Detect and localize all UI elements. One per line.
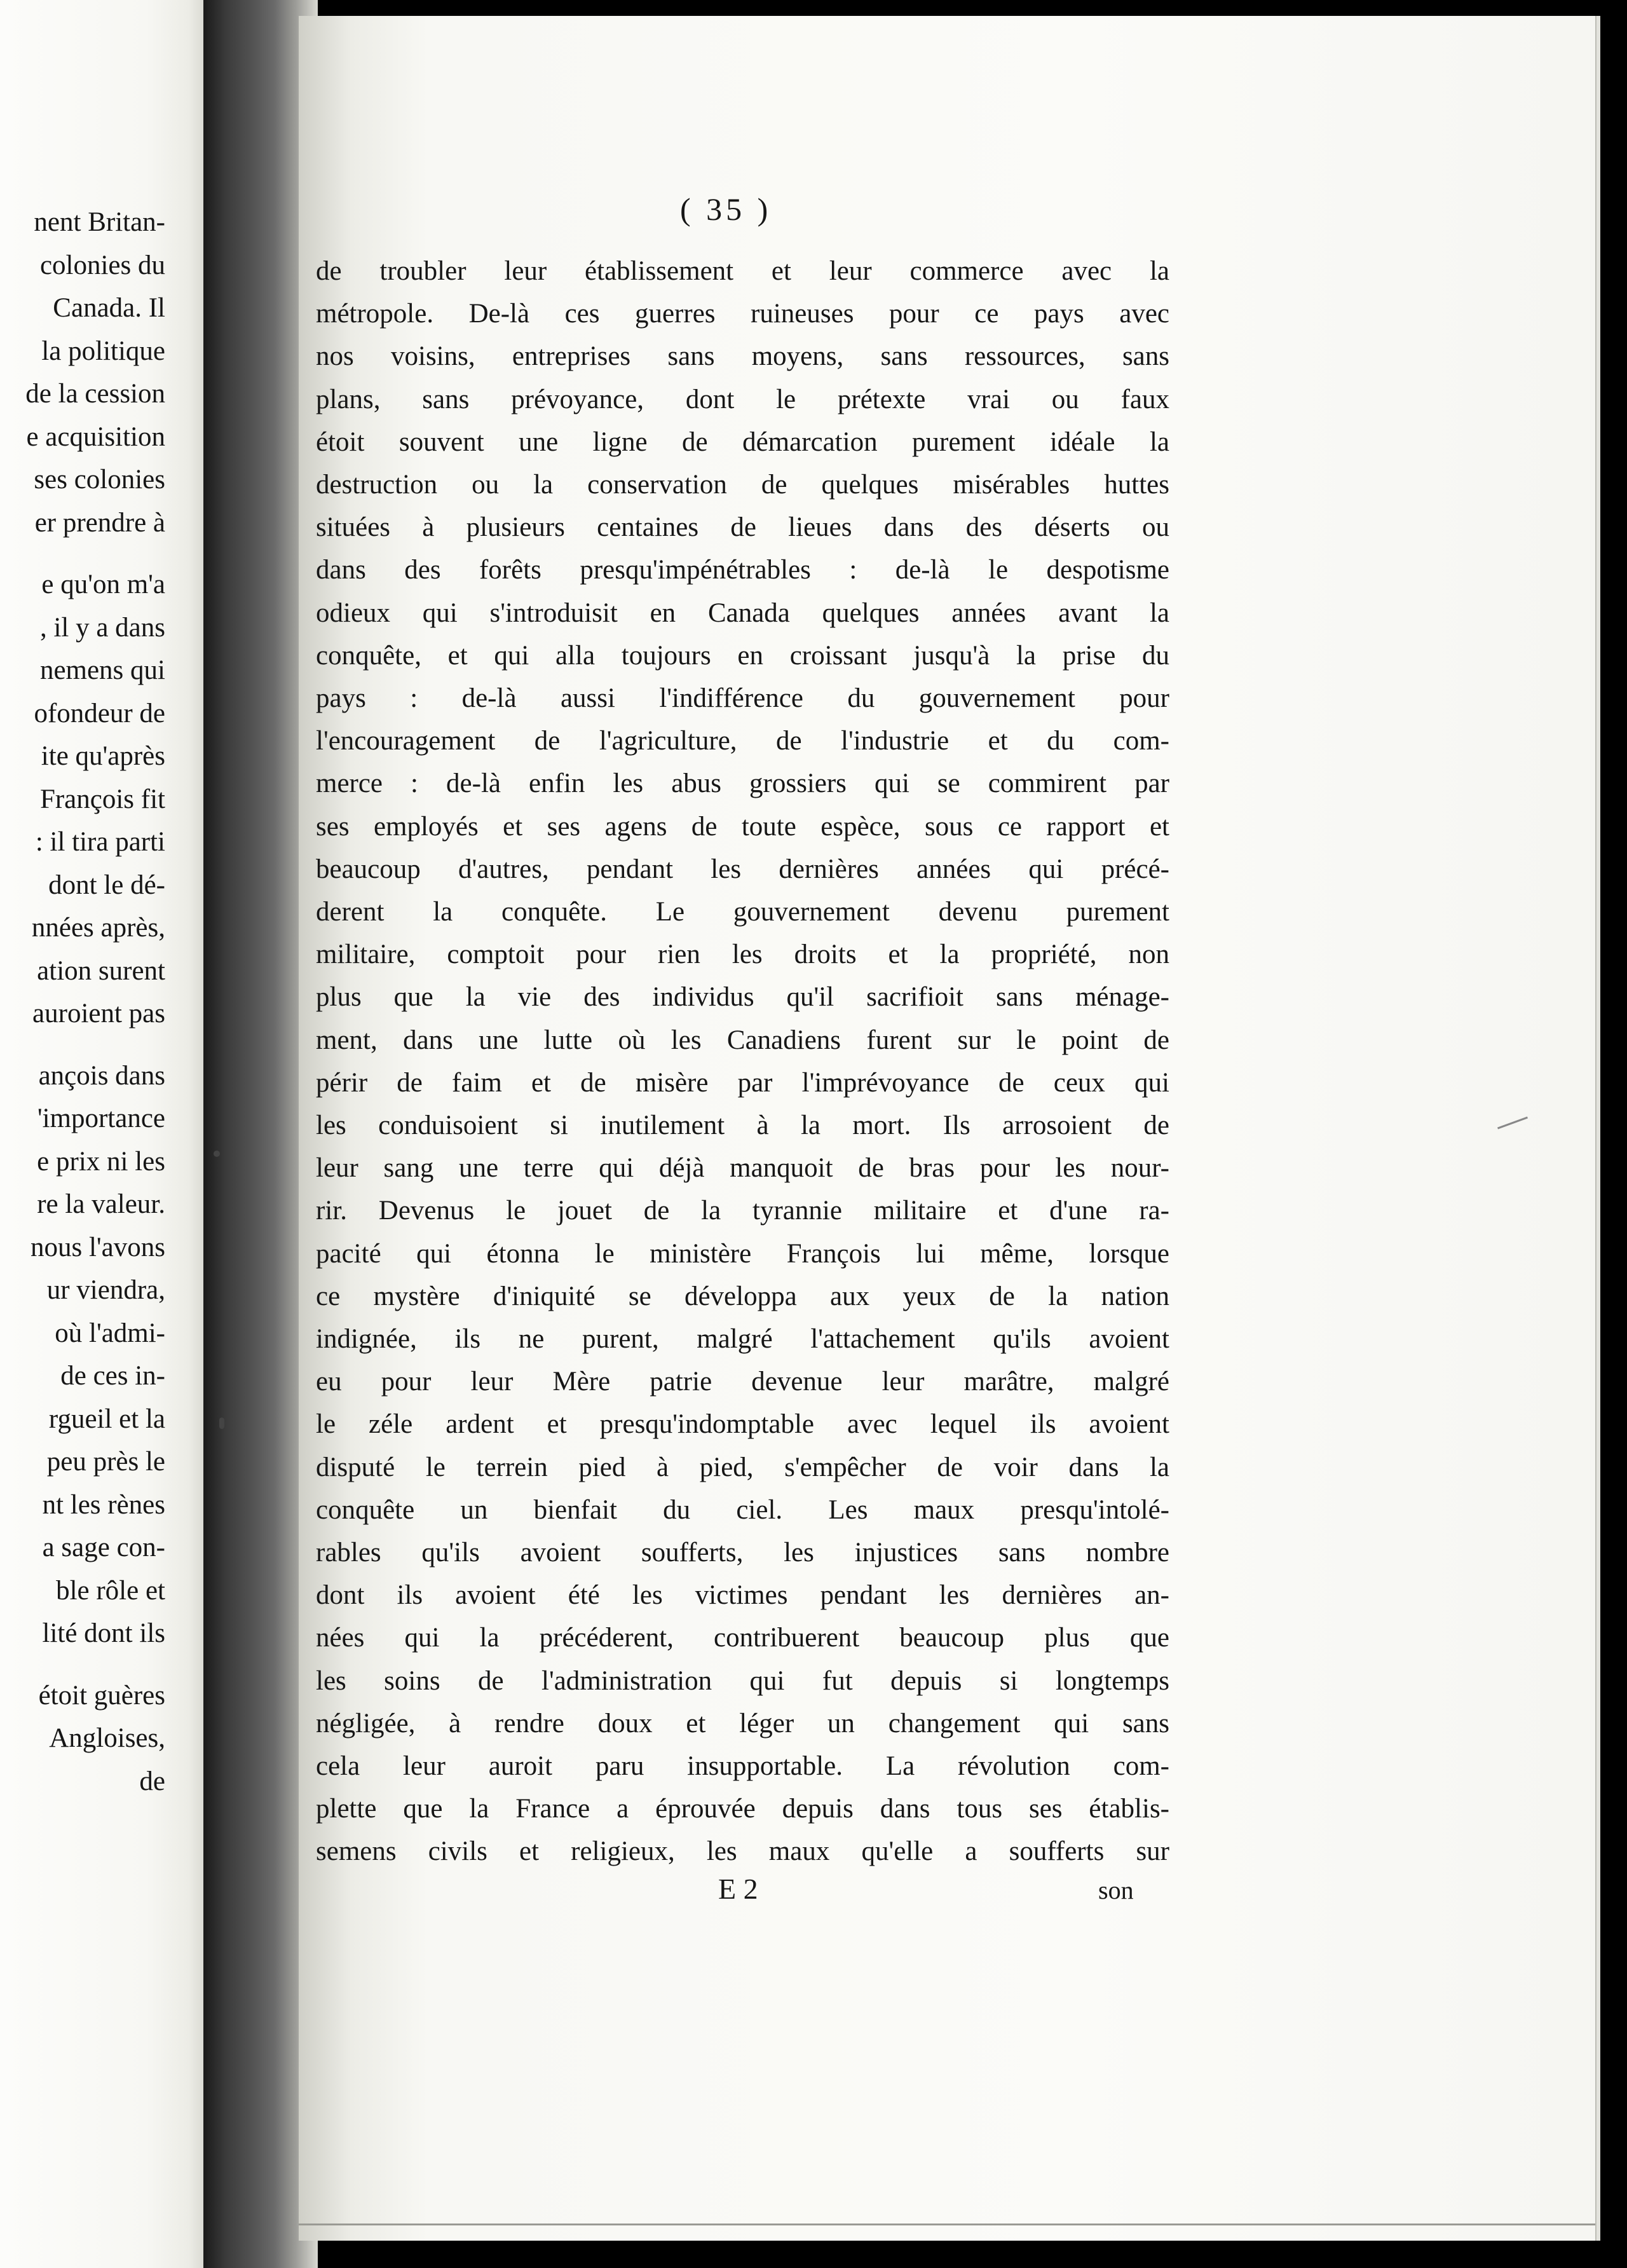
previous-page-line: ofondeur de (34, 698, 165, 728)
previous-page-line: lité dont ils (42, 1618, 165, 1648)
previous-page-line: nent Britan- (34, 207, 165, 237)
body-text-line: les conduisoient si inutilement à la mort. Ils arrosoient de (316, 1110, 1169, 1140)
body-text-line: conquête, et qui alla toujours en croissant jusqu'à la prise du (316, 640, 1169, 671)
body-text-line: ses employés et ses agens de toute espèce, sous ce rapport et (316, 811, 1169, 842)
previous-page-line: ur viendra, (46, 1275, 165, 1305)
previous-page-line: a sage con- (42, 1533, 165, 1562)
previous-page-line: nnées après, (31, 913, 165, 943)
previous-page-line: de la cession (25, 379, 165, 409)
body-text-line: nées qui la précéderent, contribuerent beaucoup plus que (316, 1623, 1169, 1653)
previous-page-line: la politique (41, 336, 165, 366)
previous-page-line: 'importance (37, 1103, 165, 1133)
previous-page-line: François fit (39, 784, 165, 814)
body-text-line: négligée, à rendre doux et léger un changement qui sans (316, 1708, 1169, 1739)
previous-page-line: : il tira parti (35, 827, 165, 857)
previous-page-line: ation surent (37, 955, 165, 986)
previous-page-line: nt les rènes (42, 1489, 165, 1520)
previous-page-line: re la valeur. (37, 1189, 165, 1219)
previous-page-line: peu près le (46, 1447, 165, 1477)
ink-speck (214, 1151, 220, 1157)
body-text-line: le zéle ardent et presqu'indomptable avec lequel ils avoient (316, 1409, 1169, 1440)
previous-page-line: e acquisition (26, 421, 165, 452)
previous-page-line: ite qu'après (41, 741, 165, 771)
previous-page-line: Angloises, (49, 1723, 165, 1753)
body-text-line: plus que la vie des individus qu'il sacrifioit sans ménage- (316, 982, 1169, 1013)
body-text-line: beaucoup d'autres, pendant les dernières années qui précé- (316, 854, 1169, 884)
body-text-line: plette que la France a éprouvée depuis dans tous ses établis- (316, 1794, 1169, 1824)
previous-page-line: rgueil et la (48, 1404, 165, 1434)
ink-speck (219, 1418, 224, 1429)
body-text-line: destruction ou la conservation de quelques misérables huttes (316, 470, 1169, 500)
body-text-line: dont ils avoient été les victimes pendant les dernières an- (316, 1580, 1169, 1611)
body-text-line: militaire, comptoit pour rien les droits et la propriété, non (316, 939, 1169, 970)
body-text-line: merce : de-là enfin les abus grossiers qui se commirent par (316, 769, 1169, 799)
page-number: ( 35 ) (680, 191, 772, 227)
page-bottom-edge (299, 2224, 1595, 2225)
previous-page-line: auroient pas (32, 999, 165, 1028)
body-text-line: étoit souvent une ligne de démarcation purement idéale la (316, 427, 1169, 457)
previous-page-line: de ces in- (60, 1361, 165, 1391)
body-text-line: métropole. De-là ces guerres ruineuses pour ce pays avec (316, 299, 1169, 329)
body-text-line: pacité qui étonna le ministère François lui même, lorsque (316, 1238, 1169, 1269)
body-text-line: cela leur auroit paru insupportable. La révolution com- (316, 1751, 1169, 1781)
body-text-line: derent la conquête. Le gouvernement devenu purement (316, 897, 1169, 927)
body-text-line: indignée, ils ne purent, malgré l'attachement qu'ils avoient (316, 1324, 1169, 1354)
body-text-line: leur sang une terre qui déjà manquoit de bras pour les nour- (316, 1153, 1169, 1184)
body-text-line: dans des forêts presqu'impénétrables : de-là le despotisme (316, 555, 1169, 585)
previous-page-line: où l'admi- (55, 1318, 165, 1348)
previous-page-line: ses colonies (34, 465, 165, 495)
body-text-line: odieux qui s'introduisit en Canada quelques années avant la (316, 598, 1169, 628)
previous-page-line: e qu'on m'a (41, 570, 165, 599)
previous-page-line: ançois dans (38, 1060, 165, 1091)
previous-page-line: er prendre à (34, 507, 165, 538)
body-text-line: pays : de-là aussi l'indifférence du gouvernement pour (316, 683, 1169, 713)
previous-page-line: étoit guères (38, 1680, 165, 1711)
previous-page-line: Canada. Il (53, 293, 165, 323)
catchword: son (1098, 1876, 1134, 1904)
body-text-line: ce mystère d'iniquité se développa aux yeux de la nation (316, 1281, 1169, 1311)
body-text-line: plans, sans prévoyance, dont le prétexte vrai ou faux (316, 384, 1169, 414)
previous-page-line: dont le dé- (48, 870, 165, 900)
previous-page-line: de (139, 1766, 165, 1796)
previous-page-line: colonies du (39, 250, 165, 280)
body-text-line: semens civils et religieux, les maux qu'elle a soufferts sur (316, 1836, 1169, 1867)
previous-page-line: ble rôle et (56, 1575, 165, 1606)
body-text-line: disputé le terrein pied à pied, s'empêcher de voir dans la (316, 1452, 1169, 1482)
body-text-line: ment, dans une lutte où les Canadiens furent sur le point de (316, 1025, 1169, 1055)
previous-page-line: nous l'avons (31, 1232, 165, 1262)
body-text-line: périr de faim et de misère par l'imprévoyance de ceux qui (316, 1067, 1169, 1098)
body-text-line: de troubler leur établissement et leur commerce avec la (316, 256, 1169, 286)
signature-mark: E 2 (718, 1873, 758, 1905)
previous-page-line: , il y a dans (39, 612, 165, 643)
body-text-line: conquête un bienfait du ciel. Les maux presqu'intolé- (316, 1494, 1169, 1525)
body-text-line: l'encouragement de l'agriculture, de l'industrie et du com- (316, 726, 1169, 756)
body-text-line: eu pour leur Mère patrie devenue leur marâtre, malgré (316, 1367, 1169, 1397)
body-text-line: rir. Devenus le jouet de la tyrannie militaire et d'une ra- (316, 1196, 1169, 1226)
body-text-line: rables qu'ils avoient soufferts, les injustices sans nombre (316, 1538, 1169, 1568)
body-text-line: situées à plusieurs centaines de lieues dans des déserts ou (316, 512, 1169, 543)
previous-page-line: nemens qui (39, 655, 165, 685)
body-text-line: nos voisins, entreprises sans moyens, sans ressources, sans (316, 341, 1169, 372)
body-text-line: les soins de l'administration qui fut depuis si longtemps (316, 1665, 1169, 1696)
previous-page-line: e prix ni les (37, 1146, 165, 1177)
